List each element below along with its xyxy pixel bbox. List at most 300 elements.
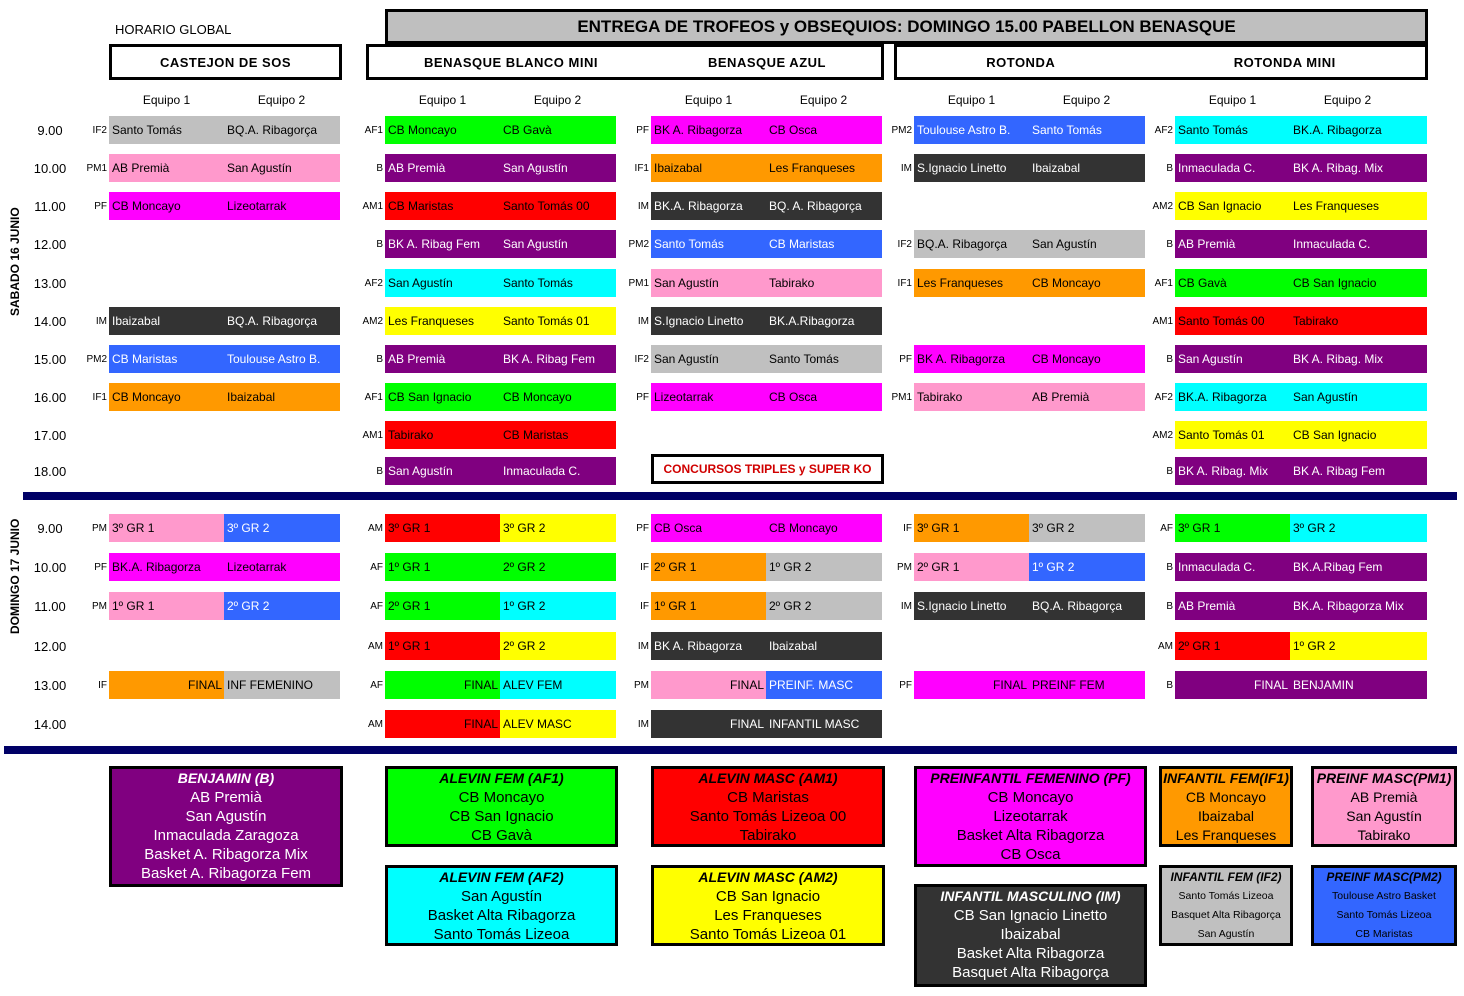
- match-cell: [651, 514, 882, 542]
- team-1-name: AB Premià: [1178, 599, 1236, 613]
- team-box-entry: CB San Ignacio: [449, 808, 554, 825]
- team-2-name: BK.A. Ribagorza: [1293, 123, 1382, 137]
- match-cell: [651, 383, 882, 411]
- team-2-name: BK A. Ribag. Mix: [1293, 352, 1384, 366]
- team-1-cell: [1175, 307, 1290, 335]
- match-cell: [109, 307, 340, 335]
- team-1-name: Santo Tomás 01: [1178, 428, 1265, 442]
- team-box-entry: CB Maristas: [727, 789, 809, 806]
- team-1-cell: [651, 553, 766, 581]
- divider-sun-teams: [4, 746, 1457, 754]
- final-category: INF FEMENINO: [227, 678, 313, 692]
- team-1-name: CB Maristas: [388, 199, 454, 213]
- team-1-cell: [109, 383, 224, 411]
- match-cell: [1175, 230, 1427, 258]
- team-2-name: Inmaculada C.: [1293, 237, 1371, 251]
- team-box-infantil-masculino: [914, 884, 1147, 987]
- venue-header-rotonda: [894, 44, 1428, 80]
- team-2-name: BQ.A. Ribagorça: [1032, 599, 1123, 613]
- team-box-entry: CB San Ignacio: [715, 888, 821, 905]
- match-cell: [1175, 307, 1427, 335]
- team-box-entry: Santo Tomás Lizeoa 01: [689, 926, 847, 943]
- team-2-cell: [1290, 514, 1427, 542]
- category-code: PF: [636, 392, 649, 403]
- category-code: IM: [637, 719, 649, 730]
- team-1-name: 2º GR 1: [1178, 639, 1221, 653]
- team-box-entry: Basket A. Ribagorza Mix: [144, 846, 308, 863]
- team-1-name: CB Maristas: [112, 352, 178, 366]
- category-code: B: [1166, 354, 1173, 365]
- team-box-alevin-masc-am1: [651, 766, 885, 847]
- match-cell: [1175, 632, 1427, 660]
- team-box-entry: Lizeotarrak: [993, 808, 1068, 825]
- match-cell: [385, 116, 616, 144]
- team-2-cell: [1290, 457, 1427, 485]
- category-code: PF: [94, 562, 107, 573]
- team-box-entry: Santo Tomás Lizeoa: [433, 926, 570, 943]
- category-code: B: [1166, 562, 1173, 573]
- category-code: IM: [637, 201, 649, 212]
- team-2-cell: [1290, 269, 1427, 297]
- team-2-name: CB Maristas: [503, 428, 569, 442]
- match-cell: [651, 269, 882, 297]
- team-1-cell: [385, 592, 500, 620]
- team-box-entry: Les Franqueses: [714, 907, 822, 924]
- team-box-entry: Santo Tomás Lizeoa 00: [689, 808, 847, 825]
- category-code: PF: [636, 125, 649, 136]
- team-1-cell: [651, 383, 766, 411]
- final-category: PREINF. MASC: [769, 678, 854, 692]
- team-2-cell: [1290, 671, 1427, 699]
- divider-sat-sun: [23, 492, 1457, 500]
- category-code: AF: [370, 601, 383, 612]
- team-1-cell: [651, 710, 766, 738]
- team-2-cell: [500, 710, 616, 738]
- team-2-name: CB Gavà: [503, 123, 552, 137]
- category-code: AF1: [1154, 278, 1173, 289]
- team-box-benjamin: [109, 766, 343, 887]
- team-1-cell: [385, 116, 500, 144]
- match-cell: [109, 671, 340, 699]
- category-code: AM1: [362, 430, 383, 441]
- team-2-cell: [1029, 154, 1145, 182]
- category-code: IM: [95, 316, 107, 327]
- time-label: 12.00: [33, 639, 67, 654]
- team-box-preinf-masc-pm1: [1311, 766, 1457, 847]
- team-box-entry: Tabirako: [739, 827, 797, 844]
- match-cell: [651, 230, 882, 258]
- team-2-cell: [1290, 632, 1427, 660]
- category-code: AM2: [362, 316, 383, 327]
- team-2-name: CB Moncayo: [769, 521, 838, 535]
- team-box-entry: Santo Tomás Lizeoa: [1178, 890, 1274, 902]
- equipo-1-header: Equipo 1: [1208, 93, 1257, 107]
- team-2-name: 2º GR 2: [227, 599, 270, 613]
- team-1-name: San Agustín: [654, 276, 719, 290]
- team-2-cell: [1029, 116, 1145, 144]
- team-box-entry: Toulouse Astro Basket: [1332, 890, 1436, 902]
- match-cell: [109, 553, 340, 581]
- team-2-cell: [1290, 307, 1427, 335]
- team-2-cell: [766, 116, 882, 144]
- team-2-cell: [766, 553, 882, 581]
- team-box-entry: San Agustín: [185, 808, 267, 825]
- match-cell: [1175, 514, 1427, 542]
- category-code: AF2: [1154, 125, 1173, 136]
- team-2-cell: [1029, 671, 1145, 699]
- team-2-cell: [1029, 592, 1145, 620]
- equipo-1-header: Equipo 1: [947, 93, 996, 107]
- team-1-name: BK.A. Ribagorza: [1178, 390, 1267, 404]
- team-1-name: BQ.A. Ribagorça: [917, 237, 1008, 251]
- team-1-cell: [1175, 632, 1290, 660]
- team-1-name: Les Franqueses: [388, 314, 475, 328]
- team-1-name: AB Premià: [388, 161, 446, 175]
- match-cell: [1175, 345, 1427, 373]
- team-1-cell: [109, 553, 224, 581]
- category-code: IM: [637, 641, 649, 652]
- time-label: 10.00: [33, 560, 67, 575]
- category-code: B: [376, 354, 383, 365]
- team-1-name: 1º GR 1: [112, 599, 155, 613]
- team-1-cell: [651, 671, 766, 699]
- team-box-entry: CB Moncayo: [458, 789, 545, 806]
- team-2-name: 2º GR 2: [503, 639, 546, 653]
- match-cell: [914, 116, 1145, 144]
- team-1-cell: [109, 307, 224, 335]
- team-box-entry: San Agustín: [1346, 808, 1422, 824]
- team-2-cell: [766, 345, 882, 373]
- category-code: IF1: [897, 278, 912, 289]
- team-box-alevin-masc-am2: [651, 865, 885, 946]
- match-cell: [651, 632, 882, 660]
- match-cell: [385, 383, 616, 411]
- category-code: PM2: [628, 239, 649, 250]
- match-cell: [651, 710, 882, 738]
- team-2-name: Lizeotarrak: [227, 199, 287, 213]
- team-2-cell: [1290, 230, 1427, 258]
- team-1-cell: [109, 192, 224, 220]
- team-box-title: INFANTIL FEM(IF1): [1163, 770, 1289, 786]
- match-cell: [651, 553, 882, 581]
- team-2-name: Tabirako: [769, 276, 815, 290]
- category-code: B: [376, 239, 383, 250]
- match-cell: [1175, 553, 1427, 581]
- category-code: AM2: [1152, 430, 1173, 441]
- match-cell: [109, 116, 340, 144]
- team-1-name: Tabirako: [388, 428, 434, 442]
- team-box-entry: Tabirako: [1357, 827, 1411, 843]
- team-2-cell: [766, 307, 882, 335]
- final-category: PREINF FEM: [1032, 678, 1105, 692]
- team-1-cell: [385, 632, 500, 660]
- match-cell: [651, 192, 882, 220]
- team-box-entry: CB Moncayo: [987, 789, 1074, 806]
- category-code: AM1: [362, 201, 383, 212]
- team-2-cell: [224, 307, 340, 335]
- team-1-cell: [385, 345, 500, 373]
- team-1-name: BK A. Ribagorza: [654, 639, 743, 653]
- team-box-entry: Santo Tomás Lizeoa: [1336, 909, 1432, 921]
- team-1-name: Tabirako: [917, 390, 963, 404]
- match-cell: [1175, 154, 1427, 182]
- equipo-1-header: Equipo 1: [684, 93, 733, 107]
- team-2-name: San Agustín: [1032, 237, 1097, 251]
- team-1-cell: [651, 230, 766, 258]
- team-1-name: BK.A. Ribagorza: [112, 560, 201, 574]
- team-2-name: BQ.A. Ribagorça: [227, 314, 318, 328]
- team-1-name: BK A. Ribag Fem: [388, 237, 481, 251]
- category-code: PM: [92, 523, 107, 534]
- final-category: ALEV FEM: [503, 678, 563, 692]
- category-code: IF: [903, 523, 912, 534]
- team-1-cell: [914, 383, 1029, 411]
- team-box-entry: Basket Alta Ribagorza: [427, 907, 576, 924]
- match-cell: [651, 671, 882, 699]
- team-2-name: Ibaizabal: [1032, 161, 1081, 175]
- team-2-cell: [500, 116, 616, 144]
- team-1-name: S.Ignacio Linetto: [917, 161, 1007, 175]
- team-2-cell: [1290, 553, 1427, 581]
- team-box-entry: Ibaizabal: [1197, 808, 1255, 824]
- team-1-name: 3º GR 1: [917, 521, 960, 535]
- team-2-name: Santo Tomás: [503, 276, 573, 290]
- team-2-name: 1º GR 2: [1032, 560, 1075, 574]
- team-1-name: Ibaizabal: [112, 314, 161, 328]
- team-box-infantil-fem-if2: [1159, 865, 1293, 946]
- match-cell: [1175, 421, 1427, 449]
- team-box-alevin-fem-af2: [385, 865, 618, 946]
- team-1-name: 2º GR 1: [917, 560, 960, 574]
- team-2-cell: [1029, 553, 1145, 581]
- team-1-cell: [1175, 269, 1290, 297]
- team-1-cell: [1175, 345, 1290, 373]
- team-2-name: CB Moncayo: [1032, 352, 1101, 366]
- time-label: 13.00: [33, 678, 67, 693]
- time-label: 18.00: [33, 464, 67, 479]
- category-code: PM: [92, 601, 107, 612]
- team-box-entry: AB Premià: [190, 789, 262, 806]
- category-code: IM: [637, 316, 649, 327]
- team-1-cell: [385, 154, 500, 182]
- category-code: IM: [900, 601, 912, 612]
- category-code: B: [376, 163, 383, 174]
- team-2-name: BQ. A. Ribagorça: [769, 199, 862, 213]
- category-code: AM1: [1152, 316, 1173, 327]
- team-2-cell: [1290, 116, 1427, 144]
- match-cell: [914, 553, 1145, 581]
- venue-rotonda-mini-label: ROTONDA MINI: [1233, 54, 1336, 70]
- team-2-cell: [500, 154, 616, 182]
- category-code: IF2: [92, 125, 107, 136]
- team-1-cell: [651, 116, 766, 144]
- team-2-name: CB Maristas: [769, 237, 835, 251]
- final-label: FINAL: [187, 678, 222, 692]
- team-2-cell: [500, 269, 616, 297]
- team-box-entry: San Agustín: [1197, 928, 1255, 940]
- match-cell: [385, 457, 616, 485]
- team-2-name: Tabirako: [1293, 314, 1339, 328]
- team-1-cell: [385, 553, 500, 581]
- category-code: PM1: [86, 163, 107, 174]
- venue-header-benasque: [366, 44, 884, 80]
- team-2-cell: [766, 269, 882, 297]
- team-1-name: Inmaculada C.: [1178, 560, 1256, 574]
- category-code: IF: [98, 680, 107, 691]
- team-2-cell: [500, 345, 616, 373]
- team-1-name: San Agustín: [1178, 352, 1243, 366]
- team-box-title: PREINFANTIL FEMENINO (PF): [930, 770, 1131, 786]
- team-2-name: 2º GR 2: [503, 560, 546, 574]
- team-1-name: Inmaculada C.: [1178, 161, 1256, 175]
- category-code: AM: [368, 641, 383, 652]
- team-1-cell: [385, 421, 500, 449]
- team-2-cell: [1290, 592, 1427, 620]
- team-box-entry: CB Gavà: [471, 827, 532, 844]
- team-1-name: CB Moncayo: [388, 123, 457, 137]
- category-code: PF: [636, 523, 649, 534]
- equipo-2-header: Equipo 2: [1062, 93, 1111, 107]
- team-box-entry: Basquet Alta Ribagorça: [952, 964, 1109, 981]
- team-2-cell: [1029, 230, 1145, 258]
- team-2-name: Lizeotarrak: [227, 560, 287, 574]
- team-2-cell: [224, 553, 340, 581]
- match-cell: [385, 514, 616, 542]
- team-1-cell: [109, 592, 224, 620]
- team-2-name: Les Franqueses: [1293, 199, 1380, 213]
- team-2-name: Ibaizabal: [769, 639, 818, 653]
- team-box-title: PREINF MASC(PM1): [1316, 770, 1452, 786]
- team-1-cell: [914, 116, 1029, 144]
- team-1-name: 1º GR 1: [654, 599, 697, 613]
- team-2-name: 1º GR 2: [769, 560, 812, 574]
- team-1-cell: [1175, 383, 1290, 411]
- team-1-cell: [1175, 230, 1290, 258]
- team-box-alevin-fem-af1: [385, 766, 618, 847]
- team-1-name: Toulouse Astro B.: [917, 123, 1011, 137]
- time-label: 16.00: [33, 390, 67, 405]
- team-1-cell: [1175, 421, 1290, 449]
- match-cell: [914, 345, 1145, 373]
- team-2-name: 1º GR 2: [503, 599, 546, 613]
- match-cell: [1175, 383, 1427, 411]
- team-2-cell: [766, 632, 882, 660]
- team-1-name: Santo Tomás 00: [1178, 314, 1265, 328]
- team-1-name: San Agustín: [388, 464, 453, 478]
- team-2-name: Les Franqueses: [769, 161, 856, 175]
- time-label: 14.00: [33, 717, 67, 732]
- match-cell: [109, 514, 340, 542]
- team-1-cell: [109, 671, 224, 699]
- team-1-cell: [651, 632, 766, 660]
- team-1-name: S.Ignacio Linetto: [917, 599, 1007, 613]
- team-1-cell: [109, 514, 224, 542]
- team-1-name: CB San Ignacio: [1178, 199, 1262, 213]
- team-1-cell: [385, 514, 500, 542]
- match-cell: [1175, 192, 1427, 220]
- team-2-cell: [766, 671, 882, 699]
- team-2-cell: [500, 592, 616, 620]
- match-cell: [651, 345, 882, 373]
- team-box-entry: CB Maristas: [1355, 928, 1413, 940]
- category-code: IF1: [92, 392, 107, 403]
- team-1-cell: [385, 230, 500, 258]
- equipo-1-header: Equipo 1: [418, 93, 467, 107]
- match-cell: [385, 154, 616, 182]
- team-1-name: CB Moncayo: [112, 390, 181, 404]
- team-1-cell: [1175, 514, 1290, 542]
- match-cell: [385, 553, 616, 581]
- match-cell: [1175, 592, 1427, 620]
- team-box-entry: Ibaizabal: [1000, 926, 1061, 943]
- team-1-cell: [385, 269, 500, 297]
- match-cell: [385, 671, 616, 699]
- category-code: IF2: [897, 239, 912, 250]
- team-1-name: 3º GR 1: [388, 521, 431, 535]
- team-2-cell: [500, 632, 616, 660]
- category-code: AM: [368, 719, 383, 730]
- venue-benasque-azul-label: BENASQUE AZUL: [708, 54, 826, 70]
- match-cell: [385, 192, 616, 220]
- team-1-cell: [1175, 116, 1290, 144]
- team-2-cell: [766, 514, 882, 542]
- team-1-cell: [914, 553, 1029, 581]
- team-2-name: CB San Ignacio: [1293, 428, 1377, 442]
- team-2-name: CB San Ignacio: [1293, 276, 1377, 290]
- category-code: AM2: [1152, 201, 1173, 212]
- team-1-name: 1º GR 1: [388, 560, 431, 574]
- team-box-entry: Basket Alta Ribagorza: [956, 827, 1105, 844]
- team-1-name: Santo Tomás: [1178, 123, 1248, 137]
- match-cell: [385, 632, 616, 660]
- match-cell: [914, 592, 1145, 620]
- team-box-entry: Basket A. Ribagorza Fem: [140, 865, 312, 882]
- team-1-cell: [651, 192, 766, 220]
- category-code: PF: [899, 680, 912, 691]
- team-2-cell: [224, 345, 340, 373]
- team-1-cell: [651, 514, 766, 542]
- match-cell: [385, 421, 616, 449]
- time-label: 14.00: [33, 314, 67, 329]
- team-2-name: 3º GR 2: [503, 521, 546, 535]
- team-2-cell: [224, 116, 340, 144]
- match-cell: [109, 192, 340, 220]
- team-box-entry: Basket Alta Ribagorza: [956, 945, 1105, 962]
- venue-rotonda-label: ROTONDA: [986, 54, 1056, 70]
- team-2-name: 2º GR 2: [769, 599, 812, 613]
- match-cell: [109, 345, 340, 373]
- team-1-cell: [1175, 592, 1290, 620]
- venue-castejon-label: CASTEJON DE SOS: [159, 54, 292, 70]
- banner-title: ENTREGA DE TROFEOS y OBSEQUIOS: DOMINGO 15.00 PABELLON BENASQUE: [385, 9, 1428, 44]
- match-cell: [914, 230, 1145, 258]
- team-1-name: CB Gavà: [1178, 276, 1227, 290]
- team-1-name: Ibaizabal: [654, 161, 703, 175]
- team-2-name: BK A. Ribag. Mix: [1293, 161, 1384, 175]
- final-label: FINAL: [1253, 678, 1288, 692]
- team-1-name: San Agustín: [654, 352, 719, 366]
- team-1-cell: [385, 671, 500, 699]
- venue-benasque-blanco-label: BENASQUE BLANCO MINI: [424, 54, 598, 70]
- team-box-entry: Inmaculada Zaragoza: [153, 827, 299, 844]
- team-2-cell: [224, 592, 340, 620]
- team-2-cell: [500, 514, 616, 542]
- team-box-preinf-masc-pm2: [1311, 865, 1457, 946]
- team-1-name: BK A. Ribagorza: [654, 123, 743, 137]
- team-2-name: BK.A.Ribagorza: [769, 314, 855, 328]
- category-code: AF1: [364, 392, 383, 403]
- team-2-name: San Agustín: [503, 161, 568, 175]
